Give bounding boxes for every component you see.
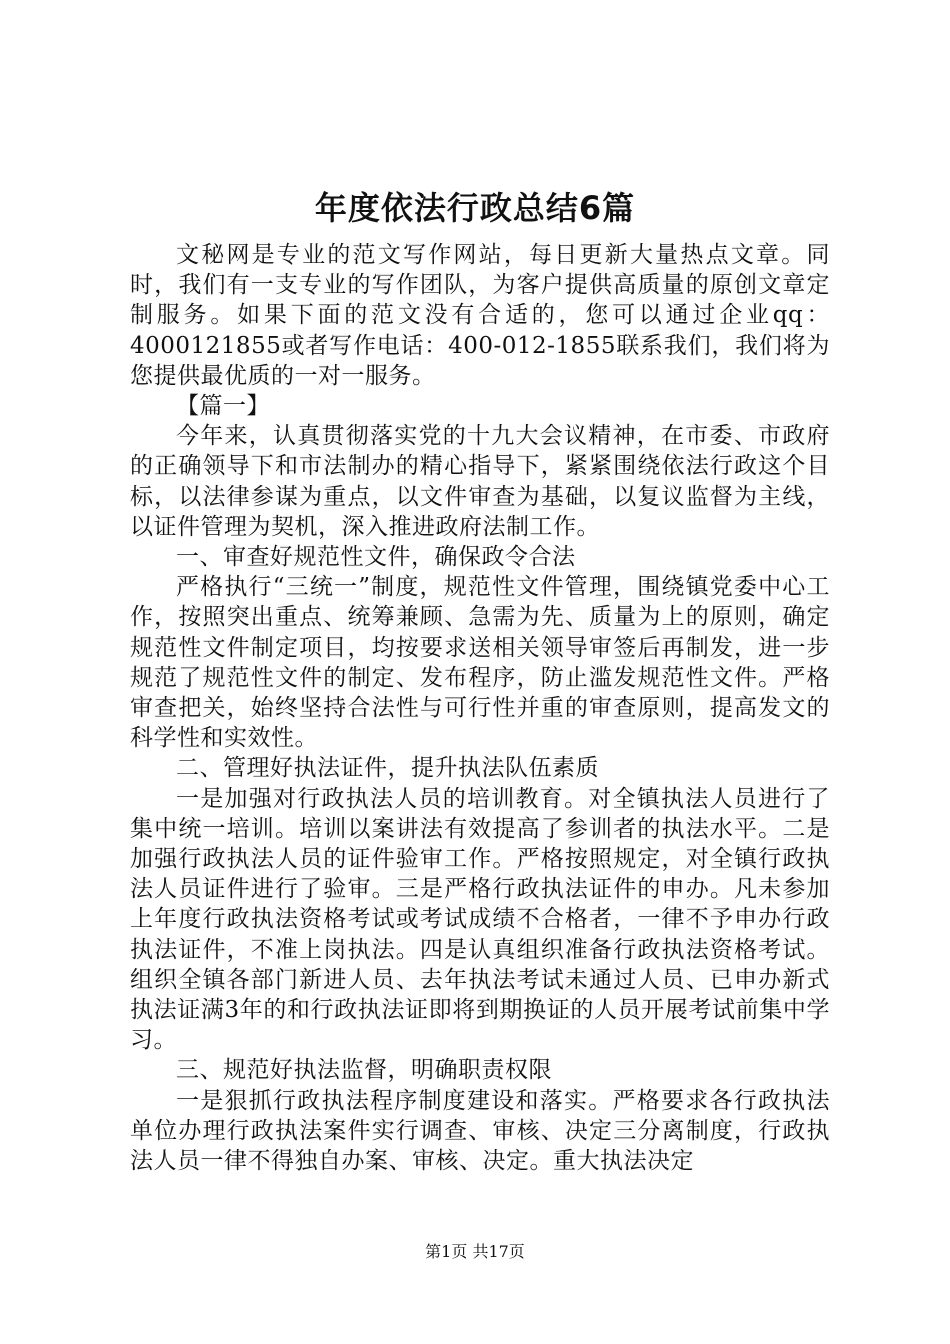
paragraph: 今年来，认真贯彻落实党的十九大会议精神，在市委、市政府的正确领导下和市法制办的精心指导下，紧紧围绕依法行政这个目标，以法律参谋为重点，以文件审查为基础，以复议监督为主线，以证件管理为契机，深入推进政府法制工作。 — [130, 423, 830, 540]
section-heading: 三、规范好执法监督，明确职责权限 — [176, 1057, 552, 1084]
document-body — [130, 240, 830, 1176]
section-heading: 二、管理好执法证件，提升执法队伍素质 — [176, 755, 599, 782]
section-marker: 【篇一】 — [176, 393, 270, 420]
paragraph: 一是加强对行政执法人员的培训教育。对全镇执法人员进行了集中统一培训。培训以案讲法有效提高了参训者的执法水平。二是加强行政执法人员的证件验审工作。严格按照规定，对全镇行政执法人员证件进行了验审。三是严格行政执法证件的申办。凡未参加上年度行政执法资格考试或考试成绩不合格者，一律不予申办行政执法证件，不准上岗执法。四是认真组织准备行政执法资格考试。组织全镇各部门新进人员、去年执法考试未通过人员、已申办新式执法证满3年的和行政执法证即将到期换证的人员开展考试前集中学习。 — [130, 785, 830, 1054]
page-number: 第1页 共17页 — [425, 1242, 525, 1261]
paragraph: 严格执行“三统一”制度，规范性文件管理，围绕镇党委中心工作，按照突出重点、统筹兼顾、急需为先、质量为上的原则，确定规范性文件制定项目，均按要求送相关领导审签后再制发，进一步规范了规范性文件的制定、发布程序，防止滥发规范性文件。严格审查把关，始终坚持合法性与可行性并重的审查原则，提高发文的科学性和实效性。 — [130, 574, 830, 752]
paragraph-intro: 文秘网是专业的范文写作网站，每日更新大量热点文章。同时，我们有一支专业的写作团队，为客户提供高质量的原创文章定制服务。如果下面的范文没有合适的，您可以通过企业qq：4000121855或者写作电话：400-012-1855联系我们，我们将为您提供最优质的一对一服务。 — [130, 242, 830, 389]
section-heading: 一、审查好规范性文件，确保政令合法 — [176, 544, 576, 571]
document-title: 年度依法行政总结6篇 — [314, 189, 636, 227]
paragraph: 一是狠抓行政执法程序制度建设和落实。严格要求各行政执法单位办理行政执法案件实行调查、审核、决定三分离制度，行政执法人员一律不得独自办案、审核、决定。重大执法决定 — [130, 1087, 830, 1175]
